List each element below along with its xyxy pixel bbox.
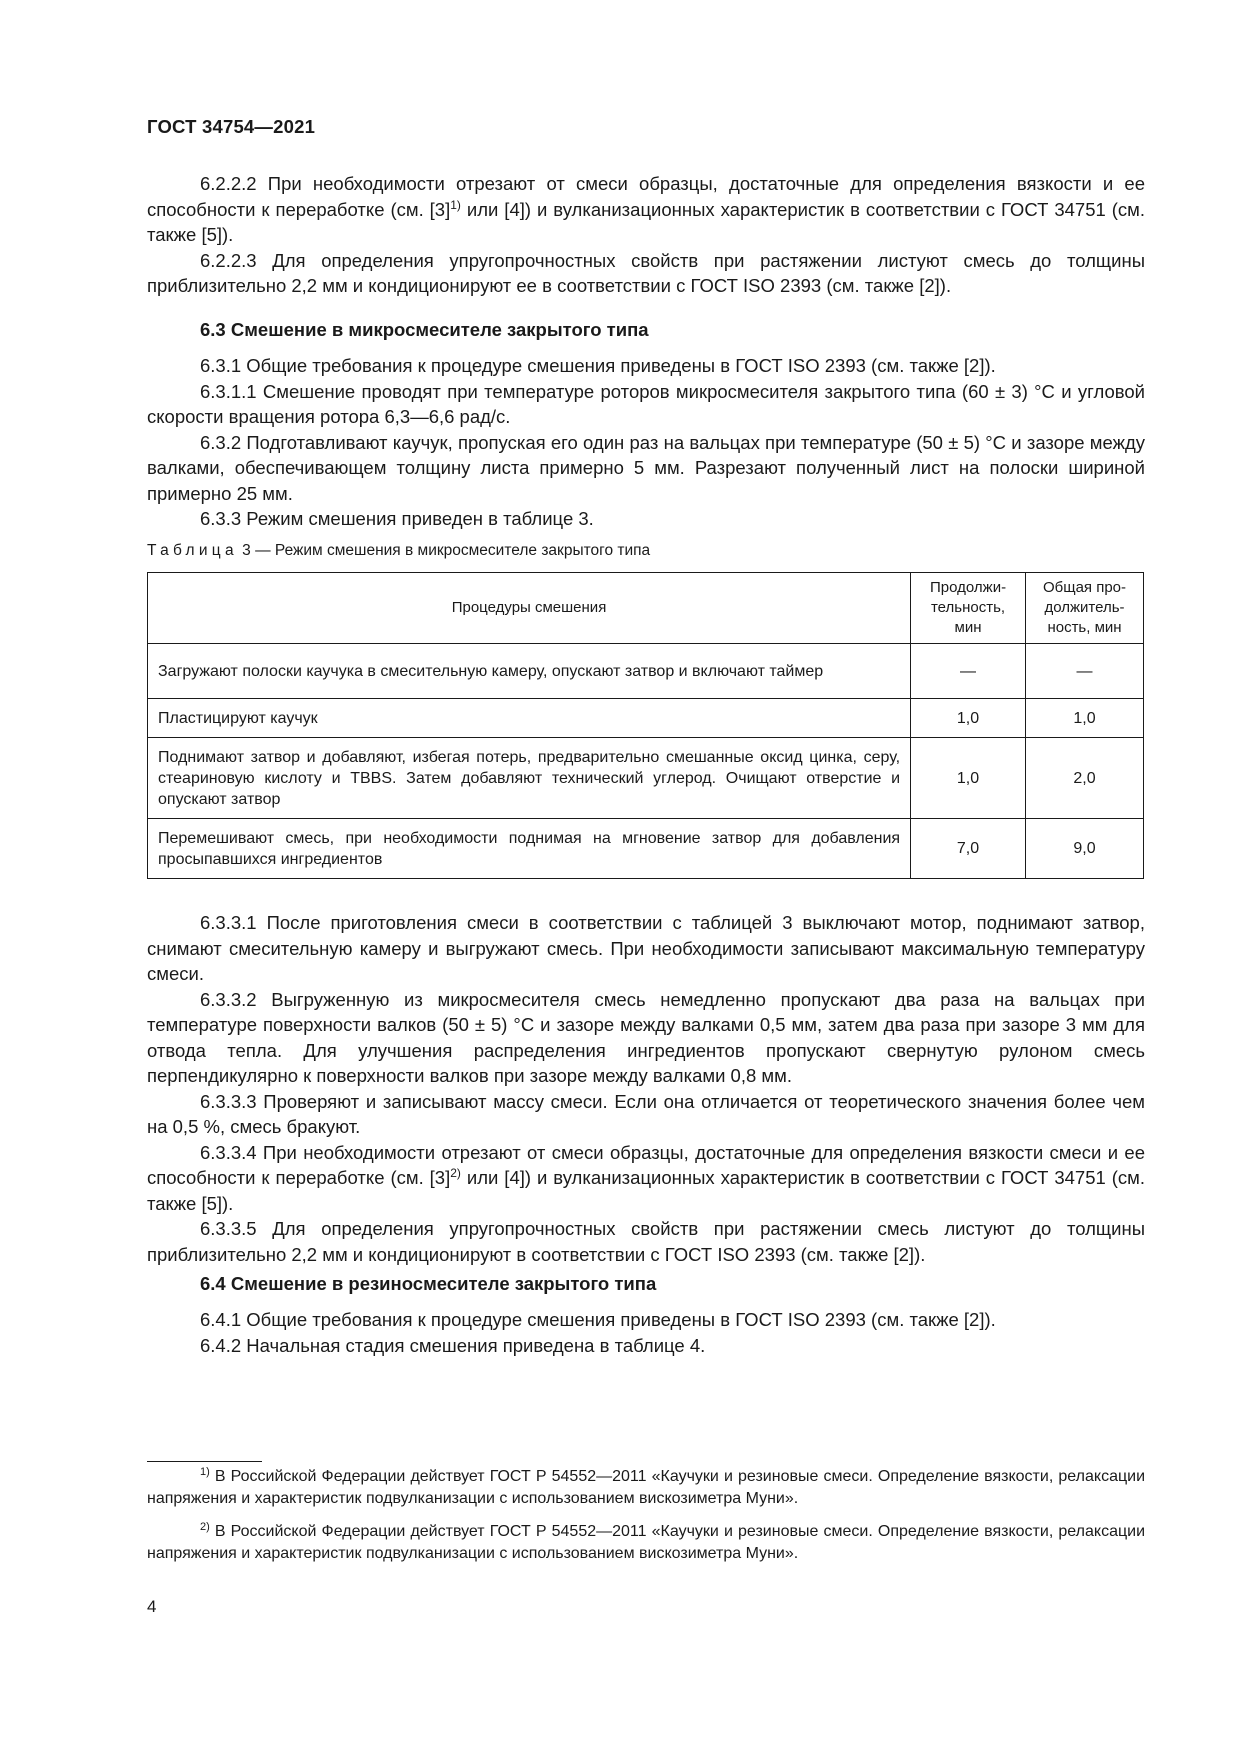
cell-duration: 1,0 bbox=[911, 738, 1026, 819]
header-duration: Продолжи-тельность, мин bbox=[911, 573, 1026, 644]
paragraph-6-3-3-5: 6.3.3.5 Для определения упругопрочностных свойств при растяжении смесь листуют до толщины приблизительно 2,2 мм и кондиционируют в соответствии с ГОСТ ISO 2393 (см. также [2]). bbox=[147, 1218, 1145, 1265]
clause-6-2-2-block bbox=[147, 171, 1145, 299]
paragraph-6-3-3-1: 6.3.3.1 После приготовления смеси в соответствии с таблицей 3 выключают мотор, поднимают затвор, снимают смесительную камеру и выгружают смесь. При необходимости записывают максимальную температуру смеси. bbox=[147, 912, 1145, 984]
cell-total: — bbox=[1026, 644, 1144, 699]
table-row bbox=[148, 819, 1144, 879]
footnote-mark-1: 1) bbox=[200, 1466, 210, 1478]
paragraph-6-3-1-1: 6.3.1.1 Смешение проводят при температуре роторов микросмесителя закрытого типа (60 ± 3) °С и угловой скорости вращения ротора 6,3—6,6 рад/с. bbox=[147, 380, 1145, 427]
cell-procedure: Пластицируют каучук bbox=[148, 699, 911, 738]
table-row bbox=[148, 644, 1144, 699]
page-number: 4 bbox=[147, 1597, 157, 1616]
clause-6-3-block bbox=[147, 353, 1145, 532]
cell-procedure: Поднимают затвор и добавляют, избегая потерь, предварительно смешанные оксид цинка, серу, стеариновую кислоту и TBBS. Затем добавляют технический углерод. Очищают отверстие и опускают затвор bbox=[148, 738, 911, 819]
cell-procedure: Перемешивают смесь, при необходимости поднимая на мгновение затвор для добавления просыпавшихся ингредиентов bbox=[148, 819, 911, 879]
section-heading-6-3: 6.3 Смешение в микросмесителе закрытого типа bbox=[200, 319, 649, 340]
paragraph-6-3-1: 6.3.1 Общие требования к процедуре смешения приведены в ГОСТ ISO 2393 (см. также [2]). bbox=[200, 355, 996, 376]
table-header-row bbox=[148, 573, 1144, 644]
clause-6-3-3-block bbox=[147, 910, 1145, 1267]
paragraph-6-3-3-4: 6.3.3.4 При необходимости отрезают от смеси образцы, достаточные для определения вязкости смеси и ее способности к переработке (см. $[3]^{2)}$ или [4]) и вулканизационных характеристик в соответствии с ГОСТ 34751 (см. также [5]). bbox=[147, 1141, 1145, 1214]
footnote-mark-2: 2) bbox=[200, 1521, 210, 1533]
paragraph-6-4-2: 6.4.2 Начальная стадия смешения приведена в таблице 4. bbox=[200, 1334, 706, 1356]
paragraph-6-2-2-3: 6.2.2.3 Для определения упругопрочностных свойств при растяжении листуют смесь до толщины приблизительно 2,2 мм и кондиционируют ее в соответствии с ГОСТ ISO 2393 (см. также [2]). bbox=[147, 249, 1145, 296]
header-total-duration: Общая про-должитель-ность, мин bbox=[1026, 573, 1144, 644]
footnote-ref-1[interactable]: 1) bbox=[450, 197, 461, 212]
header-procedure: Процедуры смешения bbox=[148, 573, 911, 644]
paragraph-6-3-2: 6.3.2 Подготавливают каучук, пропуская его один раз на вальцах при температуре (50 ± 5) °С и зазоре между валками, обеспечивающем толщину листа примерно 5 мм. Разрезают полученный лист на полоски шириной примерно 25 мм. bbox=[147, 431, 1145, 504]
footnote-2: $^{2)}$ В Российской Федерации действует ГОСТ Р 54552—2011 «Каучуки и резиновые смеси. Определение вязкости, релаксации напряжения и характеристик подвулканизации с использованием вискозиметра Муни». bbox=[147, 1521, 1145, 1562]
section-6-3-block bbox=[147, 317, 1145, 342]
paragraph-6-2-2-2: 6.2.2.2 При необходимости отрезают от смеси образцы, достаточные для определения вязкости и ее способности к переработке (см. $[3]^{1)}$ или [4]) и вулканизационных характеристик в соответствии с ГОСТ 34751 (см. также [5]). bbox=[147, 173, 1145, 245]
table-row bbox=[148, 699, 1144, 738]
paragraph-6-3-3-3: 6.3.3.3 Проверяют и записывают массу смеси. Если она отличается от теоретического значения более чем на 0,5 %, смесь бракуют. bbox=[147, 1090, 1145, 1137]
document-header: ГОСТ 34754—2021 bbox=[147, 116, 316, 137]
table-caption bbox=[147, 541, 650, 561]
clause-6-4-block bbox=[147, 1307, 1145, 1358]
footnote-ref-2[interactable]: 2) bbox=[450, 1166, 461, 1180]
table-caption-text: 3 — Режим смешения в микросмесителе закрытого типа bbox=[237, 542, 651, 559]
table-row bbox=[148, 738, 1144, 819]
section-heading-6-4: 6.4 Смешение в резиносмесителе закрытого типа bbox=[200, 1273, 657, 1294]
section-6-4-block bbox=[147, 1271, 1145, 1296]
footnote-separator bbox=[147, 1461, 262, 1462]
cell-total: 1,0 bbox=[1026, 699, 1144, 738]
footnote-1: $^{1)}$ В Российской Федерации действует ГОСТ Р 54552—2011 «Каучуки и резиновые смеси. Определение вязкости, релаксации напряжения и характеристик подвулканизации с использованием вискозиметра Муни». bbox=[147, 1466, 1145, 1507]
cell-duration: 1,0 bbox=[911, 699, 1026, 738]
cell-procedure: Загружают полоски каучука в смесительную камеру, опускают затвор и включают таймер bbox=[148, 644, 911, 699]
cell-duration: — bbox=[911, 644, 1026, 699]
paragraph-6-3-3: 6.3.3 Режим смешения приведен в таблице 3. bbox=[200, 508, 594, 529]
mixing-table bbox=[147, 572, 1144, 879]
table-caption-label: Таблица bbox=[147, 542, 238, 559]
paragraph-6-4-1: 6.4.1 Общие требования к процедуре смешения приведены в ГОСТ ISO 2393 (см. также [2]). bbox=[200, 1309, 996, 1330]
paragraph-6-3-3-2: 6.3.3.2 Выгруженную из микросмесителя смесь немедленно пропускают два раза на вальцах при температуре поверхности валков (50 ± 5) °С и зазоре между валками 0,5 мм, затем два раза при зазоре 3 мм для отвода тепла. Для улучшения распределения ингредиентов пропускают свернутую рулоном смесь перпендикулярно к поверхности валков при зазоре между валками 0,8 мм. bbox=[147, 988, 1145, 1086]
cell-duration: 7,0 bbox=[911, 819, 1026, 879]
cell-total: 9,0 bbox=[1026, 819, 1144, 879]
cell-total: 2,0 bbox=[1026, 738, 1144, 819]
